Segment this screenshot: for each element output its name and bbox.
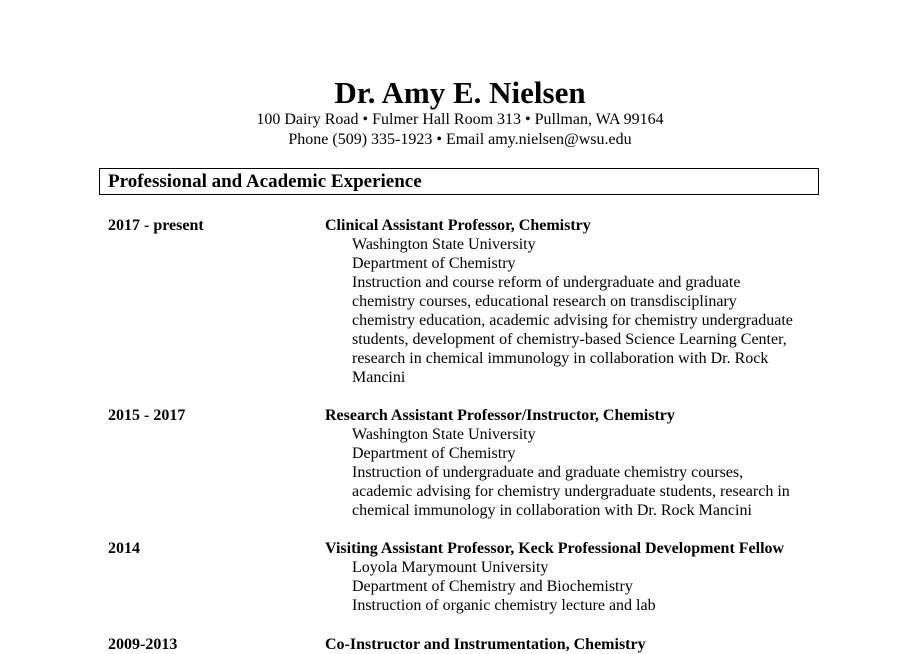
address-line: 100 Dairy Road • Fulmer Hall Room 313 • Pullman, WA 99164	[256, 111, 664, 128]
detail-line: chemistry education, academic advising for chemistry undergraduate	[352, 312, 793, 329]
detail-line: Washington State University	[352, 426, 536, 443]
detail-line: chemical immunology in collaboration with Dr. Rock Mancini	[352, 502, 752, 519]
entry-details	[352, 558, 822, 615]
entry-role: Research Assistant Professor/Instructor, Chemistry	[325, 407, 675, 424]
detail-line: Washington State University	[352, 236, 536, 253]
section-title: Professional and Academic Experience	[108, 171, 422, 192]
entry-role: Co-Instructor and Instrumentation, Chemistry	[325, 636, 646, 653]
detail-line: Loyola Marymount University	[352, 559, 549, 576]
detail-line: academic advising for chemistry undergraduate students, research in	[352, 483, 790, 500]
entry-date: 2014	[108, 540, 140, 557]
detail-line: Department of Chemistry	[352, 255, 516, 272]
detail-line: Mancini	[352, 369, 406, 386]
section-header-box	[99, 168, 819, 195]
entry-date: 2015 - 2017	[108, 407, 186, 424]
entry-date: 2017 - present	[108, 217, 204, 234]
contact-line: Phone (509) 335-1923 • Email amy.nielsen@wsu.edu	[288, 131, 632, 148]
detail-line: Department of Chemistry and Biochemistry	[352, 578, 633, 595]
cv-name: Dr. Amy E. Nielsen	[334, 75, 586, 110]
entry-details	[352, 235, 822, 387]
entry-date: 2009-2013	[108, 636, 178, 653]
detail-line: research in chemical immunology in collaboration with Dr. Rock	[352, 350, 769, 367]
detail-line: Department of Chemistry	[352, 445, 516, 462]
entry-details	[352, 425, 822, 520]
entry-role: Visiting Assistant Professor, Keck Professional Development Fellow	[325, 540, 785, 557]
detail-line: Instruction and course reform of undergraduate and graduate	[352, 274, 741, 291]
detail-line: chemistry courses, educational research on transdisciplinary	[352, 293, 737, 310]
detail-line: Instruction of organic chemistry lecture and lab	[352, 597, 656, 614]
detail-line: students, development of chemistry-based Science Learning Center,	[352, 331, 787, 348]
detail-line: Instruction of undergraduate and graduate chemistry courses,	[352, 464, 744, 481]
entry-role: Clinical Assistant Professor, Chemistry	[325, 217, 591, 234]
